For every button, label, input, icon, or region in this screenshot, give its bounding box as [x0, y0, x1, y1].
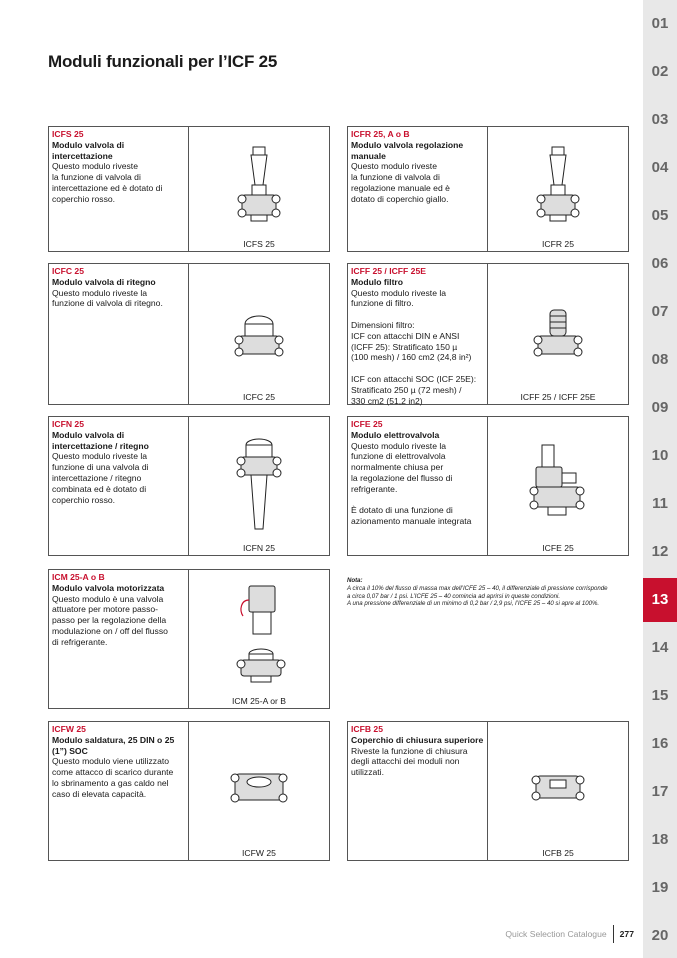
- module-text: [49, 417, 189, 555]
- module-image: [488, 264, 628, 404]
- module-card-icm: [48, 569, 330, 709]
- module-caption: ICM 25-A or B: [232, 696, 286, 706]
- valve-icfs-drawing: [189, 127, 329, 239]
- chapter-tab-04[interactable]: 04: [651, 159, 669, 176]
- valve-icfn-drawing: [189, 417, 329, 543]
- module-text: [49, 722, 189, 860]
- footer-catalogue: Quick Selection Catalogue: [505, 929, 607, 939]
- chapter-tab-08[interactable]: 08: [651, 351, 669, 368]
- module-name: Modulo saldatura, 25 DIN o 25 (1”) SOC: [52, 734, 175, 756]
- module-caption: ICFW 25: [242, 848, 276, 858]
- module-image: [189, 570, 329, 708]
- chapter-tab-02[interactable]: 02: [651, 63, 669, 80]
- module-text: [348, 722, 488, 860]
- module-caption: ICFC 25: [243, 392, 275, 402]
- module-code: ICFR 25, A o B: [351, 129, 410, 139]
- chapter-tab-07[interactable]: 07: [651, 303, 669, 320]
- note: [347, 577, 637, 608]
- module-image: [189, 127, 329, 251]
- chapter-tab-05[interactable]: 05: [651, 207, 669, 224]
- note-line: a circa 0,07 bar / 1 psi. L’ICFE 25 – 40 comincia ad aprirsi in queste condizioni.: [347, 592, 561, 600]
- module-code: ICFC 25: [52, 266, 84, 276]
- chapter-tab-01[interactable]: 01: [651, 15, 669, 32]
- chapter-tab-16[interactable]: 16: [651, 735, 669, 752]
- module-icfw-drawing: [189, 722, 329, 848]
- module-card-icfb: [347, 721, 629, 861]
- chapter-tab-14[interactable]: 14: [651, 639, 669, 656]
- chapter-tab-13[interactable]: 13: [643, 578, 677, 622]
- module-card-icfe: [347, 416, 629, 556]
- module-name: Modulo filtro: [351, 276, 404, 287]
- module-card-icfs: [48, 126, 330, 252]
- chapter-tab-18[interactable]: 18: [651, 831, 669, 848]
- module-card-icff: [347, 263, 629, 405]
- module-desc: Questo modulo riveste la funzione di filtro. Dimensioni filtro: ICF con attacchi DIN e ANSI (ICFF 25): Stratificato 150 µ (100 mesh) / 160 cm2 (24,8 in²) ICF con attacchi SOC (ICF 25E): Stratificato 250 µ (72 mesh) / 330 cm2 (51,2 in2): [351, 287, 477, 406]
- valve-icfr-drawing: [488, 127, 628, 239]
- module-desc: Questo modulo viene utilizzato come attacco di scarico durante lo sbrinamento a gas caldo nel caso di elevata capacità.: [52, 756, 174, 799]
- chapter-tab-15[interactable]: 15: [651, 687, 669, 704]
- module-desc: Riveste la funzione di chiusura degli attacchi dei moduli non utilizzati.: [351, 745, 468, 778]
- module-image: [488, 722, 628, 860]
- module-text: [348, 264, 488, 404]
- module-name: Modulo valvola di intercettazione / ritegno: [52, 429, 149, 451]
- note-title: Nota:: [347, 577, 363, 584]
- module-desc: Questo modulo riveste la funzione di valvola di ritegno.: [52, 287, 163, 309]
- module-card-icfc: [48, 263, 330, 405]
- valve-icm-drawing: [189, 570, 329, 696]
- chapter-tab-19[interactable]: 19: [651, 879, 669, 896]
- note-line: A una pressione differenziale di un minimo di 0,2 bar / 2,9 psi, l’ICFE 25 – 40 si apre al 100%.: [347, 600, 600, 608]
- module-desc: Questo modulo riveste la funzione di valvola di intercettazione ed è dotato di coperchio rosso.: [52, 161, 163, 204]
- page-number: 277: [619, 929, 634, 939]
- module-code: ICFF 25 / ICFF 25E: [351, 266, 426, 276]
- chapter-tab-06[interactable]: 06: [651, 255, 669, 272]
- chapter-tab-10[interactable]: 10: [651, 447, 669, 464]
- chapter-tab-17[interactable]: 17: [651, 783, 669, 800]
- chapter-tab-12[interactable]: 12: [651, 543, 669, 560]
- module-text: [49, 264, 189, 404]
- module-caption: ICFE 25: [542, 543, 574, 553]
- chapter-tab-20[interactable]: 20: [651, 927, 669, 944]
- valve-icfc-drawing: [189, 264, 329, 392]
- module-caption: ICFF 25 / ICFF 25E: [520, 392, 596, 402]
- module-name: Modulo valvola di intercettazione: [52, 139, 125, 161]
- module-image: [189, 417, 329, 555]
- module-desc: Questo modulo riveste la funzione di una valvola di intercettazione / ritegno combinata ed è dotato di coperchio rosso.: [52, 451, 149, 505]
- module-text: [348, 127, 488, 251]
- module-image: [189, 264, 329, 404]
- module-desc: Questo modulo riveste la funzione di elettrovalvola normalmente chiusa per la regolazione del flusso di refrigerante. È dotato di una funzione di azionamento manuale integrata: [351, 440, 472, 527]
- valve-icfe-drawing: [488, 417, 628, 543]
- module-card-icfr: [347, 126, 629, 252]
- chapter-tab-03[interactable]: 03: [651, 111, 669, 128]
- module-image: [488, 127, 628, 251]
- module-text: [348, 417, 488, 555]
- valve-icff-drawing: [488, 264, 628, 392]
- module-image: [189, 722, 329, 860]
- module-name: Modulo valvola regolazione manuale: [351, 139, 464, 161]
- module-code: ICFN 25: [52, 419, 84, 429]
- module-code: ICFE 25: [351, 419, 383, 429]
- footer-divider: [613, 925, 614, 943]
- module-name: Modulo valvola di ritegno: [52, 276, 156, 287]
- module-name: Coperchio di chiusura superiore: [351, 734, 484, 745]
- module-code: ICM 25-A o B: [52, 572, 105, 582]
- module-code: ICFW 25: [52, 724, 86, 734]
- module-text: [49, 570, 189, 708]
- module-caption: ICFB 25: [542, 848, 574, 858]
- chapter-tab-09[interactable]: 09: [651, 399, 669, 416]
- note-line: A circa il 10% del flusso di massa max dell’ICFE 25 – 40, il differenziale di pressione corrisponde: [347, 584, 608, 592]
- module-desc: Questo modulo riveste la funzione di valvola di regolazione manuale ed è dotato di coperchio giallo.: [351, 161, 450, 204]
- module-caption: ICFN 25: [243, 543, 275, 553]
- footer: [505, 925, 634, 943]
- module-card-icfw: [48, 721, 330, 861]
- module-image: [488, 417, 628, 555]
- page-title: Moduli funzionali per l’ICF 25: [48, 52, 278, 71]
- module-code: ICFS 25: [52, 129, 84, 139]
- module-card-icfn: [48, 416, 330, 556]
- module-caption: ICFS 25: [243, 239, 275, 249]
- module-name: Modulo valvola motorizzata: [52, 582, 165, 593]
- module-icfb-drawing: [488, 722, 628, 848]
- module-code: ICFB 25: [351, 724, 383, 734]
- module-name: Modulo elettrovalvola: [351, 429, 440, 440]
- module-caption: ICFR 25: [542, 239, 574, 249]
- module-desc: Questo modulo è una valvola attuatore per motore passo- passo per la regolazione della modulazione on / off del flusso di refrigerante.: [52, 593, 168, 647]
- module-text: [49, 127, 189, 251]
- chapter-tab-11[interactable]: 11: [652, 495, 668, 512]
- chapter-tabs: [643, 0, 677, 958]
